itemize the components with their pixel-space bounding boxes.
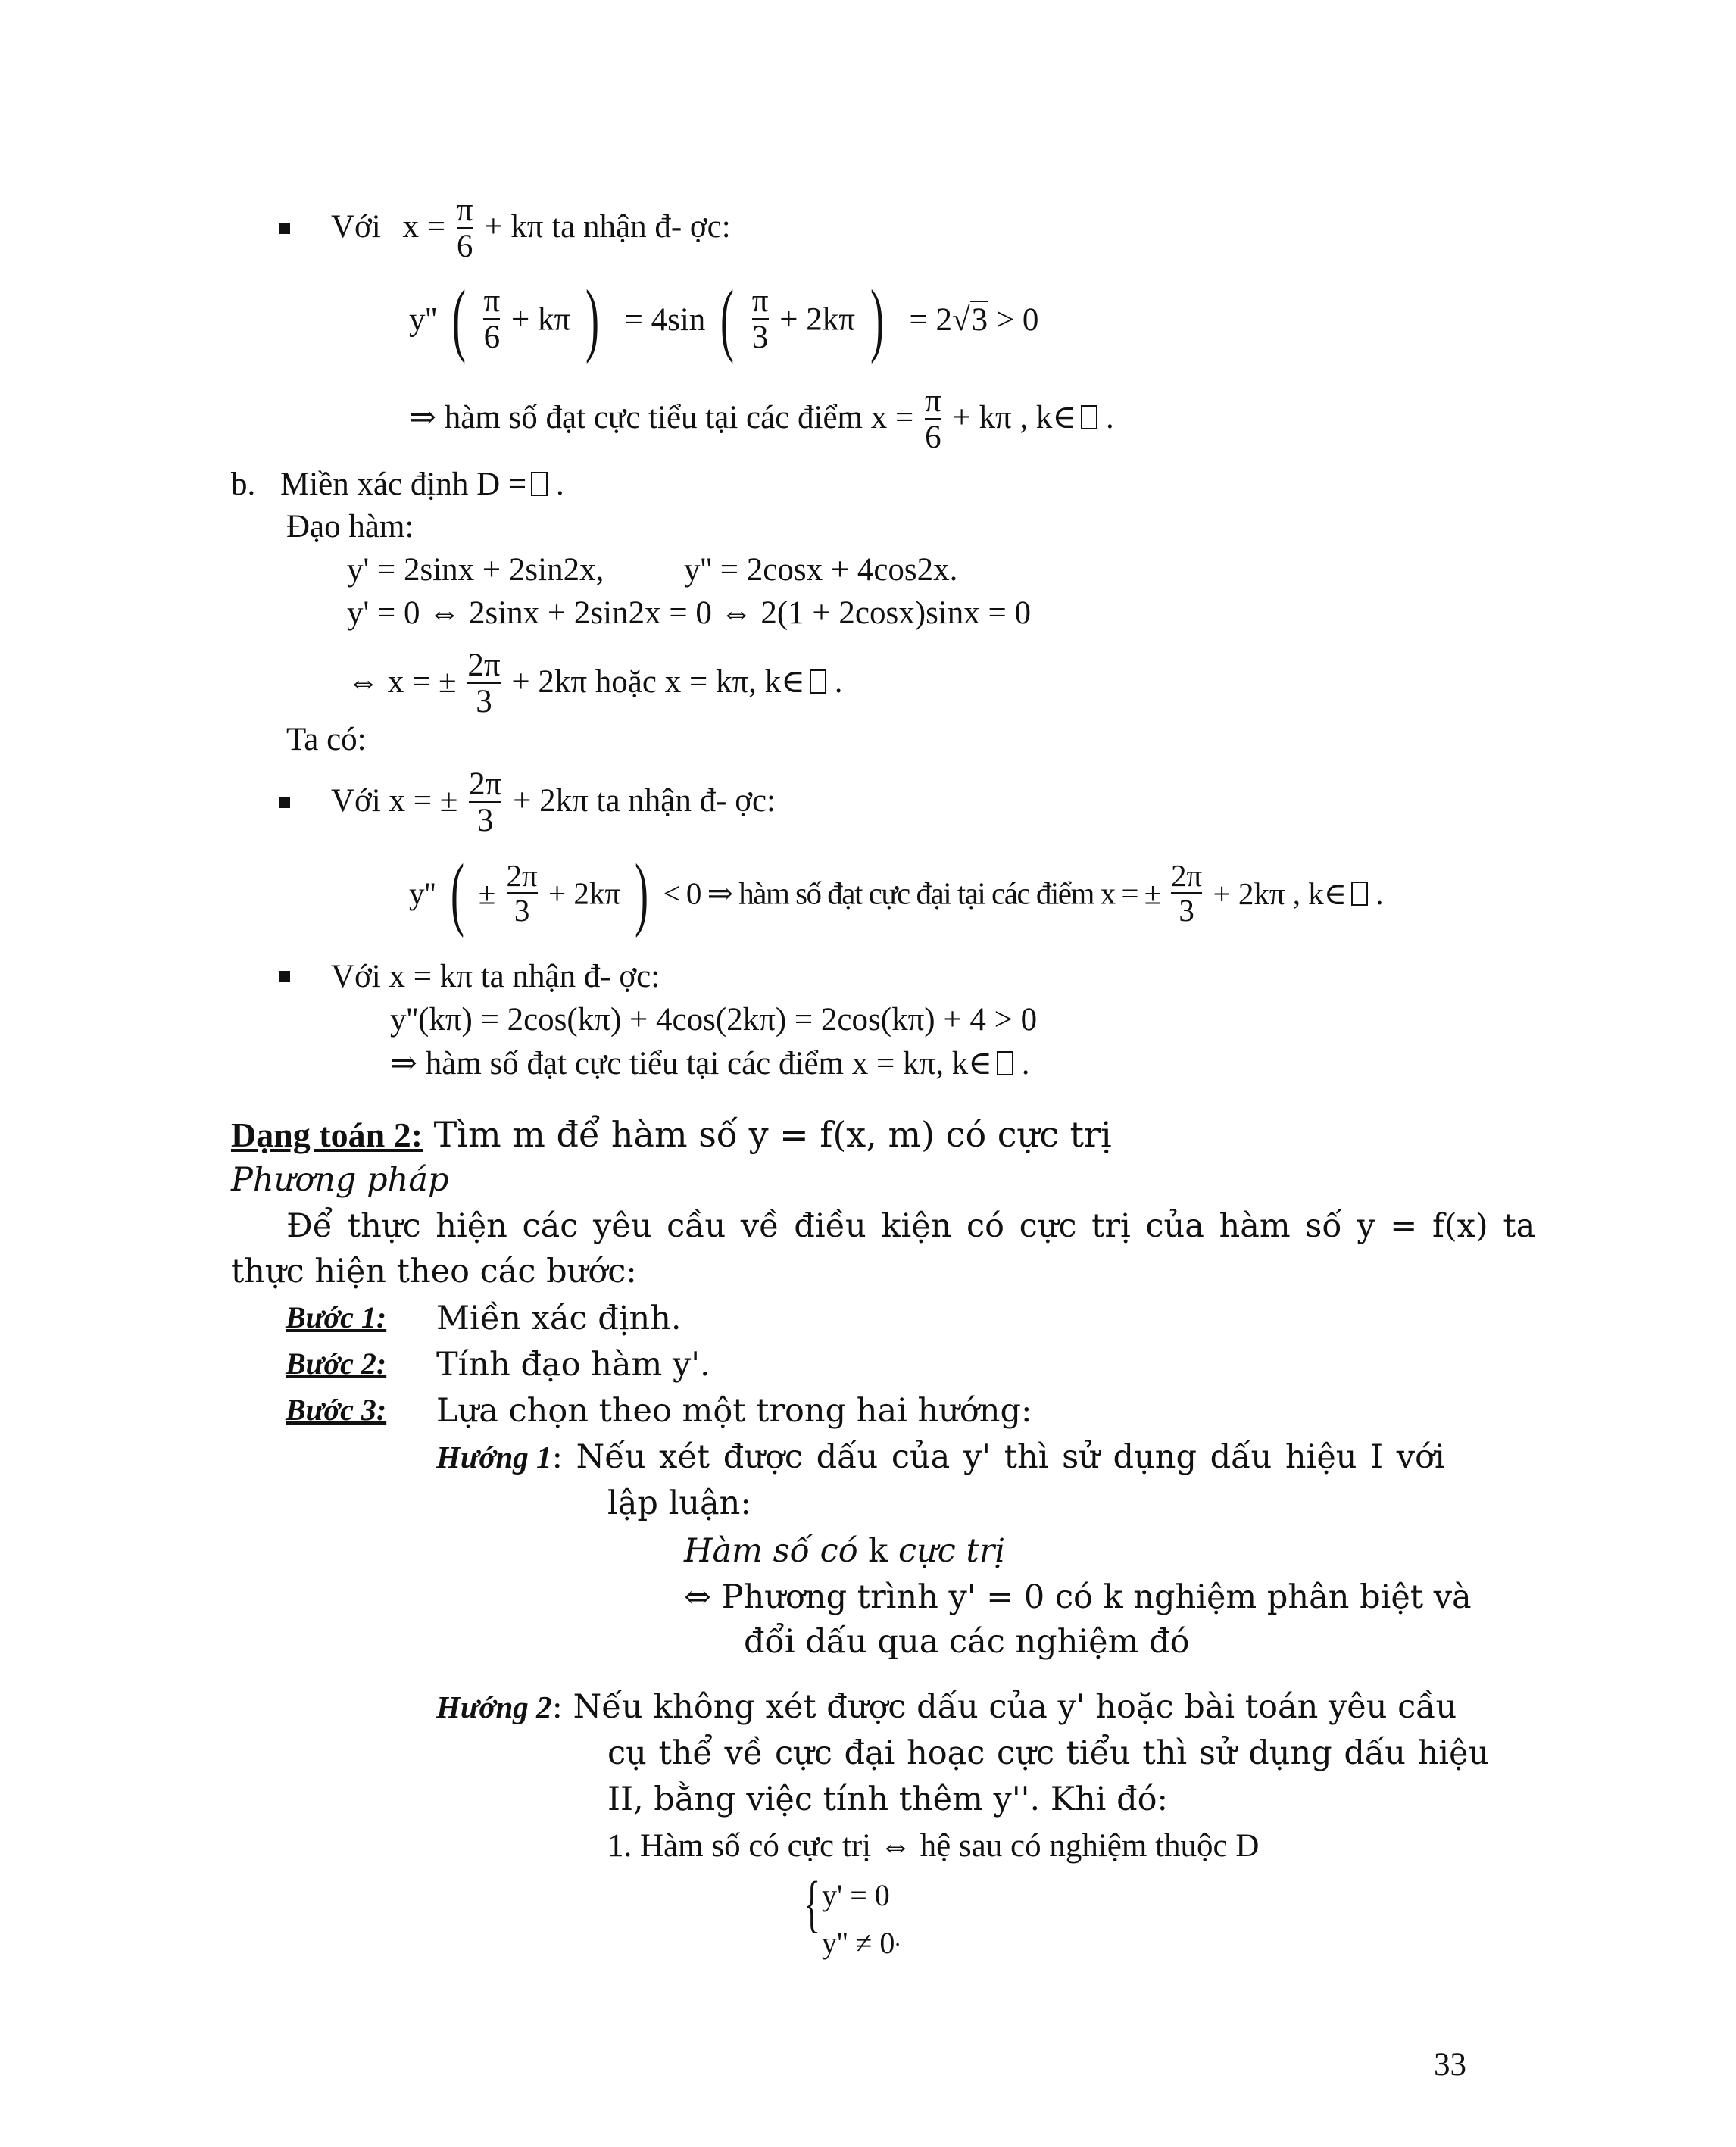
fraction: $\frac{\pi}{3}$	[751, 282, 769, 355]
method-label: Phương pháp	[231, 1161, 449, 1199]
step-label: Bước 3:	[286, 1393, 387, 1427]
section-heading: Dạng toán 2: Tìm m để hàm số y = f(x, m) có cực trị	[231, 1114, 1112, 1155]
integer-set-glyph	[997, 1051, 1013, 1075]
step-text: Miền xác định.	[436, 1300, 682, 1337]
bullet	[279, 223, 290, 234]
step-text: Lựa chọn theo một trong hai hướng:	[436, 1392, 1032, 1430]
direction-2: Hướng 2: Nếu không xét được dấu của y' hoặc bài toán yêu cầu	[436, 1688, 1457, 1726]
math-line: y'' ( ± $\frac{2\pi}{3}$ + 2kπ ) < 0 ⇒ hàm số đạt cực đại tại các điểm x = ± $\frac{2\pi}{3}$ + 2kπ , k∈ .	[409, 848, 1384, 938]
fraction: $\frac{2\pi}{3}$	[1171, 857, 1203, 928]
paragraph-line: đổi dấu qua các nghiệm đó	[744, 1623, 1190, 1661]
paragraph-line: II, bằng việc tính thêm y''. Khi đó:	[607, 1780, 1168, 1818]
fraction: $\frac{2\pi}{3}$	[469, 766, 502, 839]
section-b-domain: b. Miền xác định D = .	[231, 467, 564, 502]
paragraph-line: Để thực hiện các yêu cầu về điều kiện có cực trị của hàm số y = f(x) ta	[286, 1207, 1536, 1245]
bullet	[279, 971, 290, 982]
fraction: $\frac{\pi}{6}$	[483, 282, 501, 355]
brace: {	[804, 1869, 821, 1939]
fraction: $\frac{2\pi}{3}$	[506, 857, 538, 928]
system-eq: y' = 0	[822, 1878, 890, 1912]
text-line: ⇒ hàm số đạt cực tiểu tại các điểm x = kπ, k∈ .	[390, 1046, 1030, 1081]
step-text: Tính đạo hàm y'.	[436, 1346, 710, 1384]
text-line: Đạo hàm:	[286, 509, 414, 545]
text-line: y''(kπ) = 2cos(kπ) + 4cos(2kπ) = 2cos(kπ) + 4 > 0	[390, 1002, 1038, 1038]
fraction: $\frac{\pi}{6}$	[925, 383, 941, 456]
list-item: 1. Hàm số có cực trị ⇔ hệ sau có nghiệm thuộc D	[607, 1828, 1260, 1864]
paragraph-line: thực hiện theo các bước:	[231, 1253, 637, 1290]
system-eq: y'' ≠ 0.	[822, 1926, 901, 1960]
paragraph-line: lập luận:	[607, 1484, 751, 1522]
math-line: ⇒ hàm số đạt cực tiểu tại các điểm x = $\frac{\pi}{6}$ + kπ , k∈ .	[409, 383, 1114, 456]
fraction: $\frac{\pi}{6}$	[456, 192, 473, 265]
text-line: y' = 0 ⇔ 2sinx + 2sin2x = 0 ⇔ 2(1 + 2cosx)sinx = 0	[347, 595, 1031, 631]
direction-1: Hướng 1: Nếu xét được dấu của y' thì sử dụng dấu hiệu I với	[436, 1438, 1445, 1476]
bullet	[279, 797, 290, 808]
math-line: ⇔ x = ± $\frac{2\pi}{3}$ + 2kπ hoặc x = kπ, k∈ .	[347, 648, 843, 720]
text-line: Ta có:	[286, 722, 367, 757]
paragraph-line: cụ thể về cực đại hoạc cực tiểu thì sử dụng dấu hiệu	[607, 1734, 1490, 1772]
math-line: Với x = $\frac{\pi}{6}$ + kπ ta nhận đ- ợc:	[331, 192, 731, 265]
fraction: $\frac{2\pi}{3}$	[467, 648, 501, 720]
text-line: y'' = 2cosx + 4cos2x.	[684, 552, 958, 588]
page-number: 33	[1434, 2047, 1466, 2083]
text-line: Với x = kπ ta nhận đ- ợc:	[331, 959, 660, 994]
integer-set-glyph	[810, 669, 826, 694]
step-label: Bước 2:	[286, 1347, 387, 1381]
integer-set-glyph	[1081, 405, 1097, 429]
math-line: Với x = ± $\frac{2\pi}{3}$ + 2kπ ta nhận đ- ợc:	[331, 766, 776, 839]
text-line: y' = 2sinx + 2sin2x,	[347, 552, 604, 588]
paragraph-line: ⇔ Phương trình y' = 0 có k nghiệm phân biệt và	[684, 1578, 1472, 1616]
step-label: Bước 1:	[286, 1300, 387, 1334]
paragraph-line: Hàm số có k cực trị	[684, 1532, 1006, 1570]
integer-set-glyph	[1351, 882, 1368, 906]
math-line: y'' ( $\frac{\pi}{6}$ + kπ ) = 4sin ( $\frac{\pi}{3}$ + 2kπ ) = 2√3 > 0	[409, 274, 1039, 364]
real-set-glyph	[531, 472, 548, 496]
